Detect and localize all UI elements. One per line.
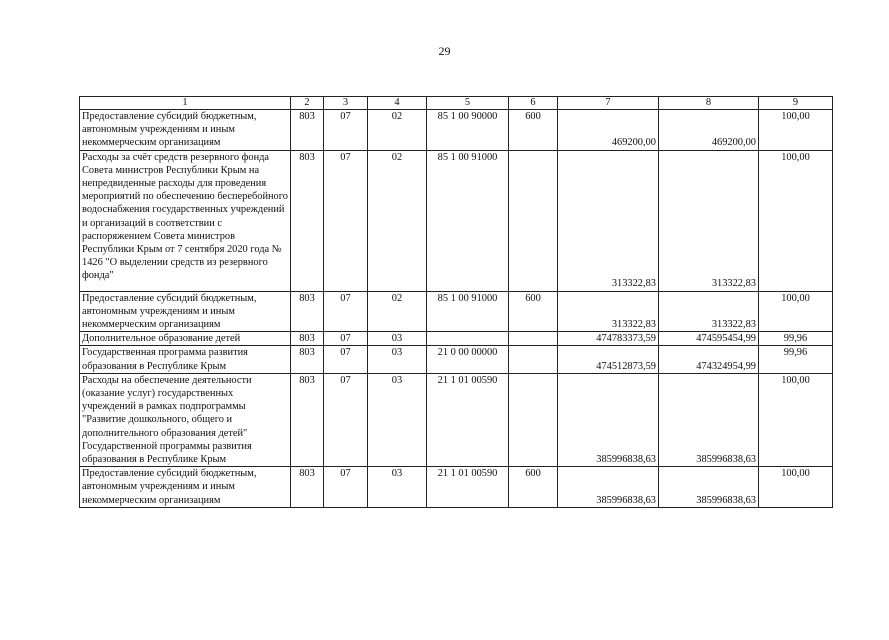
ministry-code: 803 [291,150,324,291]
target-article-code: 85 1 00 91000 [427,291,509,332]
execution-percent: 100,00 [759,467,833,508]
expense-type-code: 600 [509,467,558,508]
section-code: 07 [324,346,368,373]
section-code: 07 [324,373,368,466]
planned-amount: 313322,83 [558,291,659,332]
planned-amount: 313322,83 [558,150,659,291]
row-description: Расходы за счёт средств резервного фонда Совета министров Республики Крым на непредвиденные расходы для проведения мероприятий по обеспечению бесперебойного водоснабжения государственных учреждений и организаций в соответствии с распоряжением Совета министров Республики Крым от 7 сентября 2020 года № 1426 "О выделении средств из резервного фонда" [80,150,291,291]
target-article-code: 85 1 00 91000 [427,150,509,291]
ministry-code: 803 [291,332,324,346]
execution-percent: 100,00 [759,373,833,466]
expense-type-code [509,150,558,291]
column-header: 8 [659,97,759,110]
column-header: 5 [427,97,509,110]
table-row [80,332,833,346]
planned-amount: 474512873,59 [558,346,659,373]
target-article-code [427,332,509,346]
table-row [80,346,833,373]
table-row [80,150,833,291]
subsection-code: 03 [368,373,427,466]
planned-amount: 469200,00 [558,110,659,151]
page-number: 29 [438,44,451,58]
execution-percent: 99,96 [759,332,833,346]
column-header: 3 [324,97,368,110]
target-article-code: 21 1 01 00590 [427,467,509,508]
planned-amount: 385996838,63 [558,467,659,508]
row-description: Государственная программа развития образования в Республике Крым [80,346,291,373]
subsection-code: 03 [368,467,427,508]
executed-amount: 313322,83 [659,150,759,291]
execution-percent: 100,00 [759,150,833,291]
column-header: 4 [368,97,427,110]
expense-type-code [509,346,558,373]
ministry-code: 803 [291,346,324,373]
expense-type-code: 600 [509,291,558,332]
planned-amount: 385996838,63 [558,373,659,466]
section-code: 07 [324,467,368,508]
subsection-code: 02 [368,291,427,332]
table-row [80,291,833,332]
ministry-code: 803 [291,373,324,466]
executed-amount: 385996838,63 [659,467,759,508]
executed-amount: 474324954,99 [659,346,759,373]
execution-percent: 99,96 [759,346,833,373]
section-code: 07 [324,110,368,151]
subsection-code: 02 [368,110,427,151]
table-row [80,373,833,466]
executed-amount: 313322,83 [659,291,759,332]
expense-type-code [509,332,558,346]
ministry-code: 803 [291,110,324,151]
header-row [80,97,833,110]
execution-percent: 100,00 [759,291,833,332]
column-header: 2 [291,97,324,110]
column-header: 1 [80,97,291,110]
target-article-code: 21 0 00 00000 [427,346,509,373]
executed-amount: 469200,00 [659,110,759,151]
planned-amount: 474783373,59 [558,332,659,346]
row-description: Предоставление субсидий бюджетным, автономным учреждениям и иным некоммерческим организациям [80,291,291,332]
table-row [80,110,833,151]
target-article-code: 85 1 00 90000 [427,110,509,151]
section-code: 07 [324,150,368,291]
target-article-code: 21 1 01 00590 [427,373,509,466]
section-code: 07 [324,332,368,346]
column-header: 7 [558,97,659,110]
row-description: Дополнительное образование детей [80,332,291,346]
row-description: Предоставление субсидий бюджетным, автономным учреждениям и иным некоммерческим организациям [80,467,291,508]
section-code: 07 [324,291,368,332]
executed-amount: 385996838,63 [659,373,759,466]
expense-type-code [509,373,558,466]
row-description: Расходы на обеспечение деятельности (оказание услуг) государственных учреждений в рамках подпрограммы "Развитие дошкольного, общего и дополнительного образования детей" Государственной программы развития образования в Республике Крым [80,373,291,466]
ministry-code: 803 [291,291,324,332]
column-header: 6 [509,97,558,110]
ministry-code: 803 [291,467,324,508]
subsection-code: 03 [368,332,427,346]
subsection-code: 02 [368,150,427,291]
table-row [80,467,833,508]
row-description: Предоставление субсидий бюджетным, автономным учреждениям и иным некоммерческим организациям [80,110,291,151]
execution-percent: 100,00 [759,110,833,151]
column-header: 9 [759,97,833,110]
budget-table [79,96,833,508]
expense-type-code: 600 [509,110,558,151]
subsection-code: 03 [368,346,427,373]
executed-amount: 474595454,99 [659,332,759,346]
